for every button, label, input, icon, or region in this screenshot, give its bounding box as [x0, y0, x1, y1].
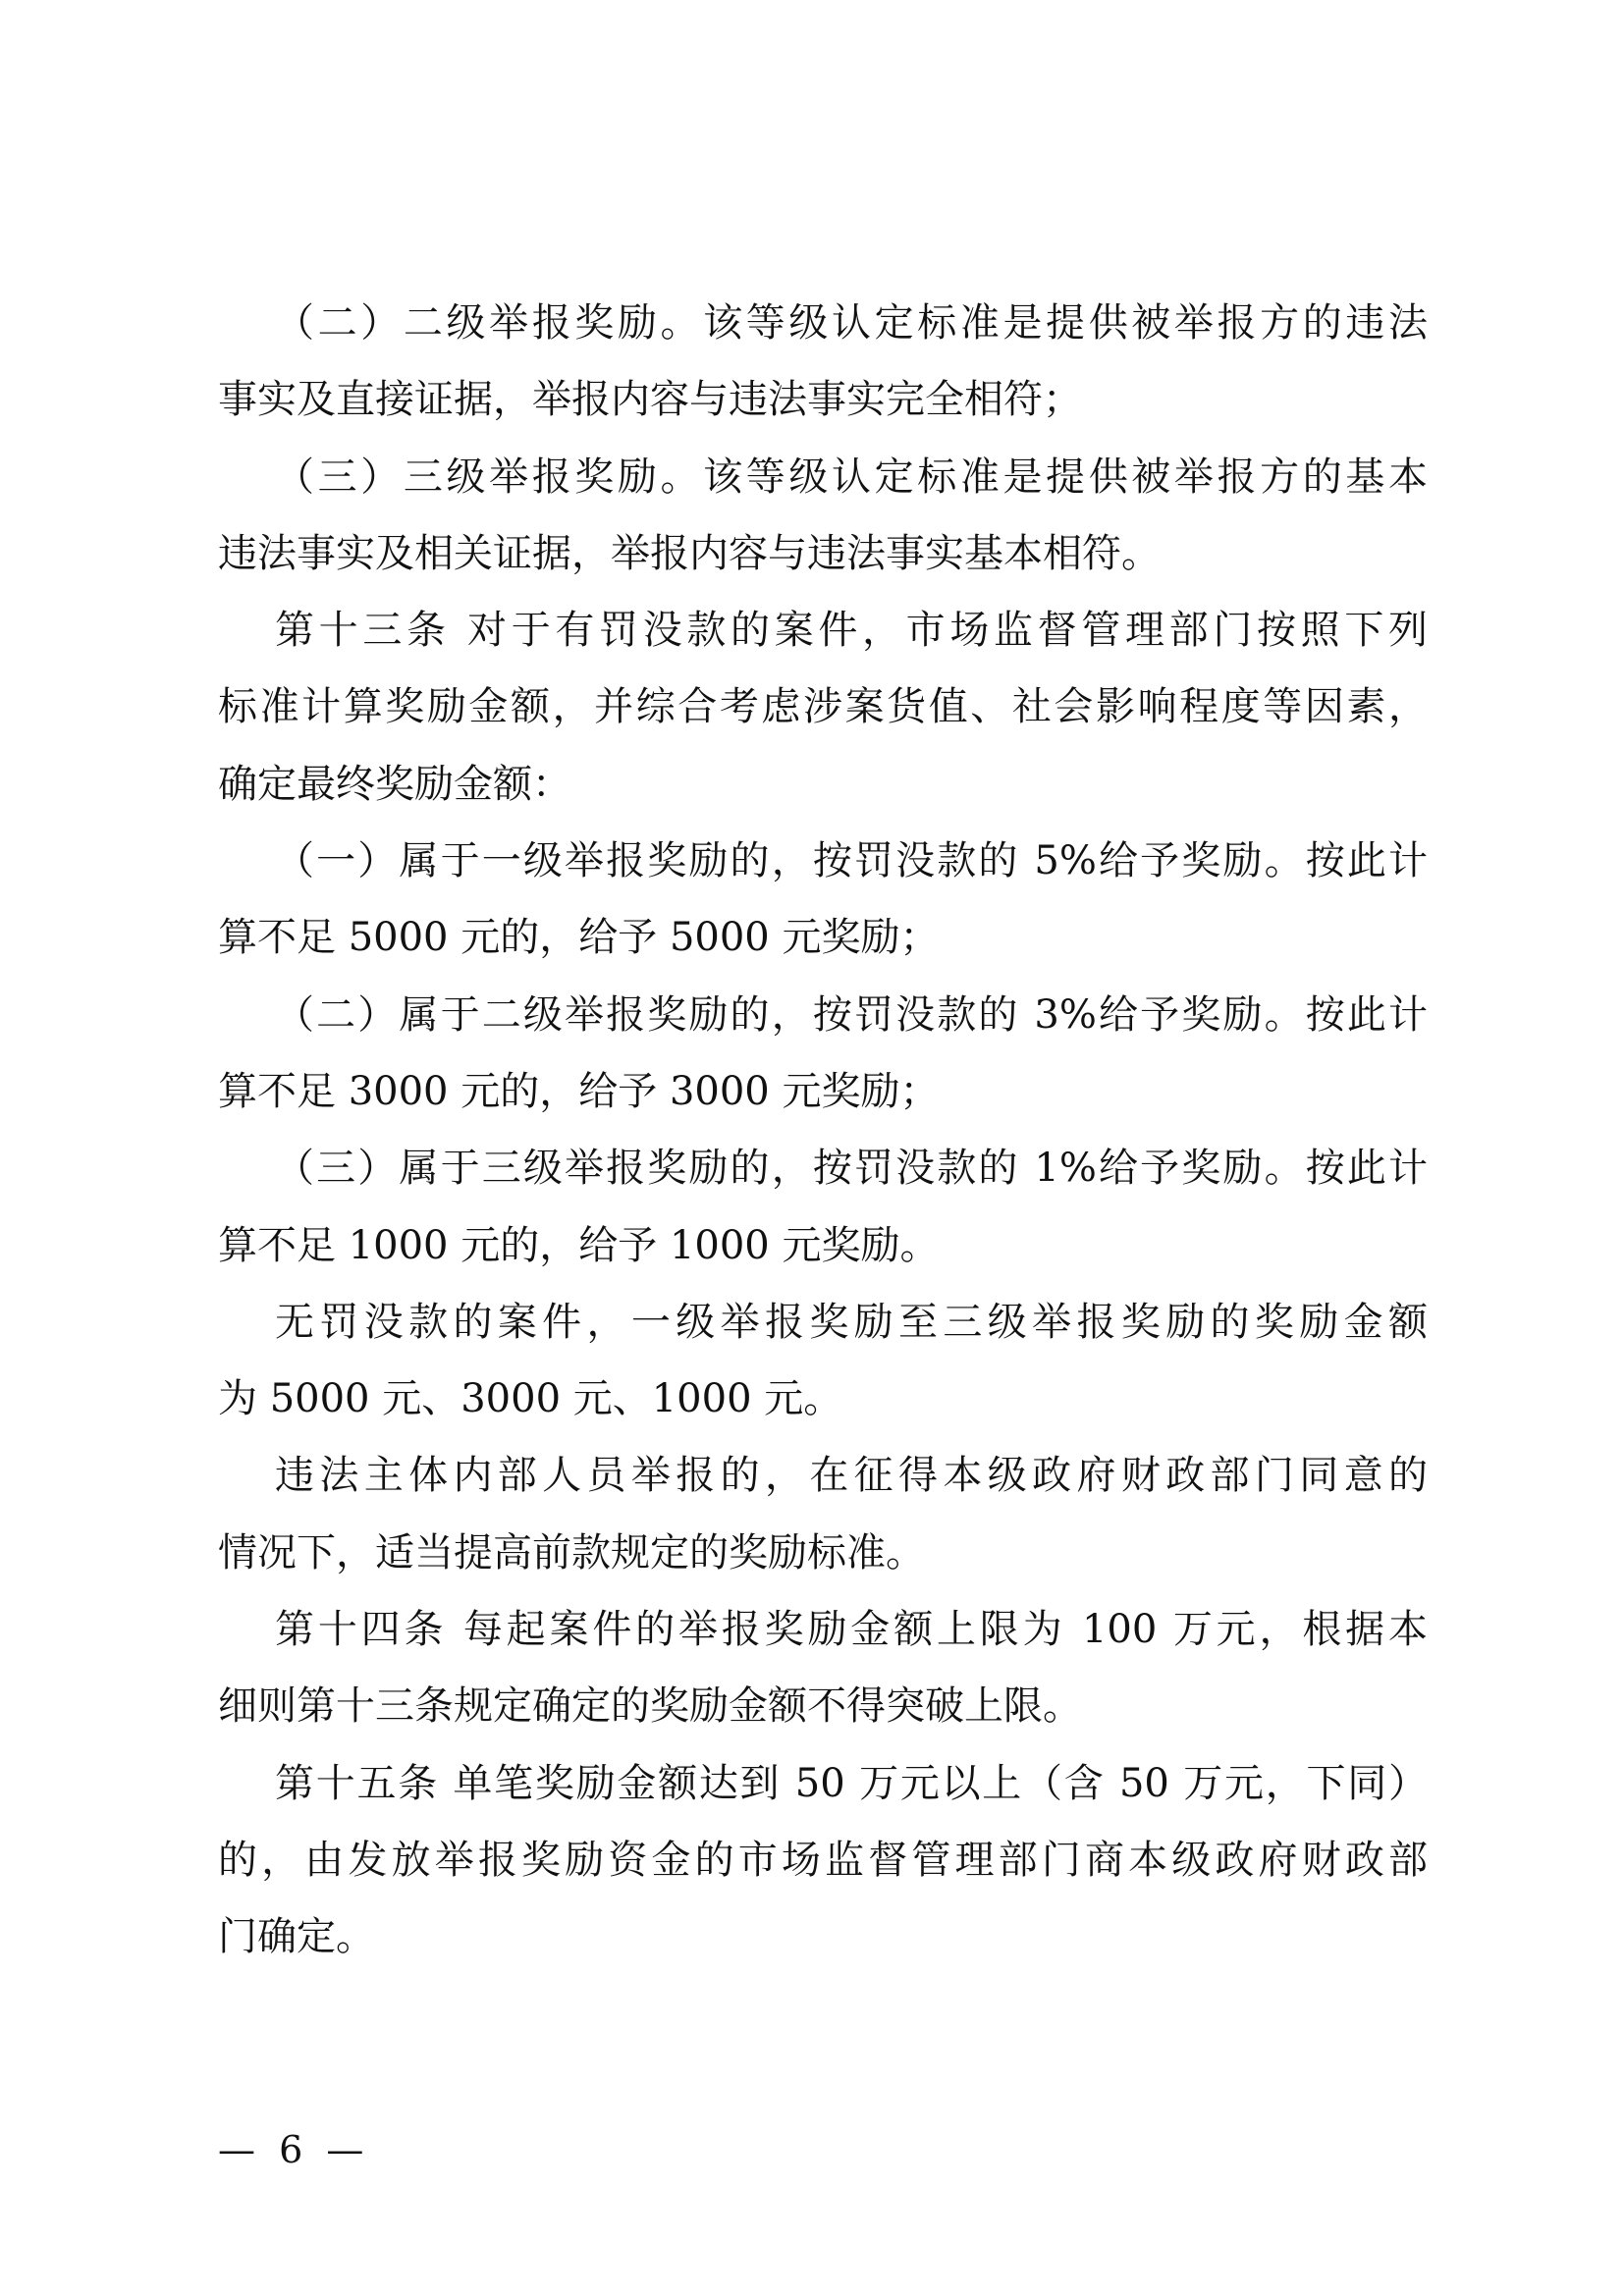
text-line: 算不足 1000 元的，给予 1000 元奖励。 — [218, 1222, 940, 1268]
text-line: 算不足 5000 元的，给予 5000 元奖励； — [218, 915, 940, 961]
text-line: （二）二级举报奖励。该等级认定标准是提供被举报方的违法 — [275, 300, 1428, 346]
text-line: （二）属于二级举报奖励的，按罚没款的 3%给予奖励。按此计 — [275, 991, 1428, 1038]
text-line: 为 5000 元、3000 元、1000 元。 — [218, 1376, 843, 1422]
text-line: 的，由发放举报奖励资金的市场监督管理部门商本级政府财政部 — [218, 1837, 1428, 1883]
text-line: 第十三条 对于有罚没款的案件，市场监督管理部门按照下列 — [275, 608, 1428, 654]
text-line: 第十四条 每起案件的举报奖励金额上限为 100 万元，根据本 — [275, 1607, 1428, 1653]
text-line: 无罚没款的案件，一级举报奖励至三级举报奖励的奖励金额 — [275, 1299, 1428, 1345]
document-body — [218, 285, 1428, 1976]
text-line: 事实及直接证据，举报内容与违法事实完全相符； — [218, 377, 1082, 423]
text-line: （三）属于三级举报奖励的，按罚没款的 1%给予奖励。按此计 — [275, 1146, 1428, 1192]
text-line: 标准计算奖励金额，并综合考虑涉案货值、社会影响程度等因素， — [218, 684, 1428, 730]
text-line: 第十五条 单笔奖励金额达到 50 万元以上（含 50 万元，下同） — [275, 1760, 1428, 1806]
text-line: 情况下，适当提高前款规定的奖励标准。 — [218, 1529, 925, 1575]
text-line: （三）三级举报奖励。该等级认定标准是提供被举报方的基本 — [275, 454, 1428, 500]
text-line: 算不足 3000 元的，给予 3000 元奖励； — [218, 1068, 940, 1114]
page-number: — 6 — — [218, 2128, 370, 2171]
text-line: 确定最终奖励金额： — [218, 761, 571, 807]
text-line: 门确定。 — [218, 1914, 375, 1960]
text-line: 细则第十三条规定确定的奖励金额不得突破上限。 — [218, 1683, 1082, 1730]
text-line: 违法主体内部人员举报的，在征得本级政府财政部门同意的 — [275, 1453, 1428, 1499]
text-line: （一）属于一级举报奖励的，按罚没款的 5%给予奖励。按此计 — [275, 838, 1428, 884]
text-line: 违法事实及相关证据，举报内容与违法事实基本相符。 — [218, 530, 1161, 576]
